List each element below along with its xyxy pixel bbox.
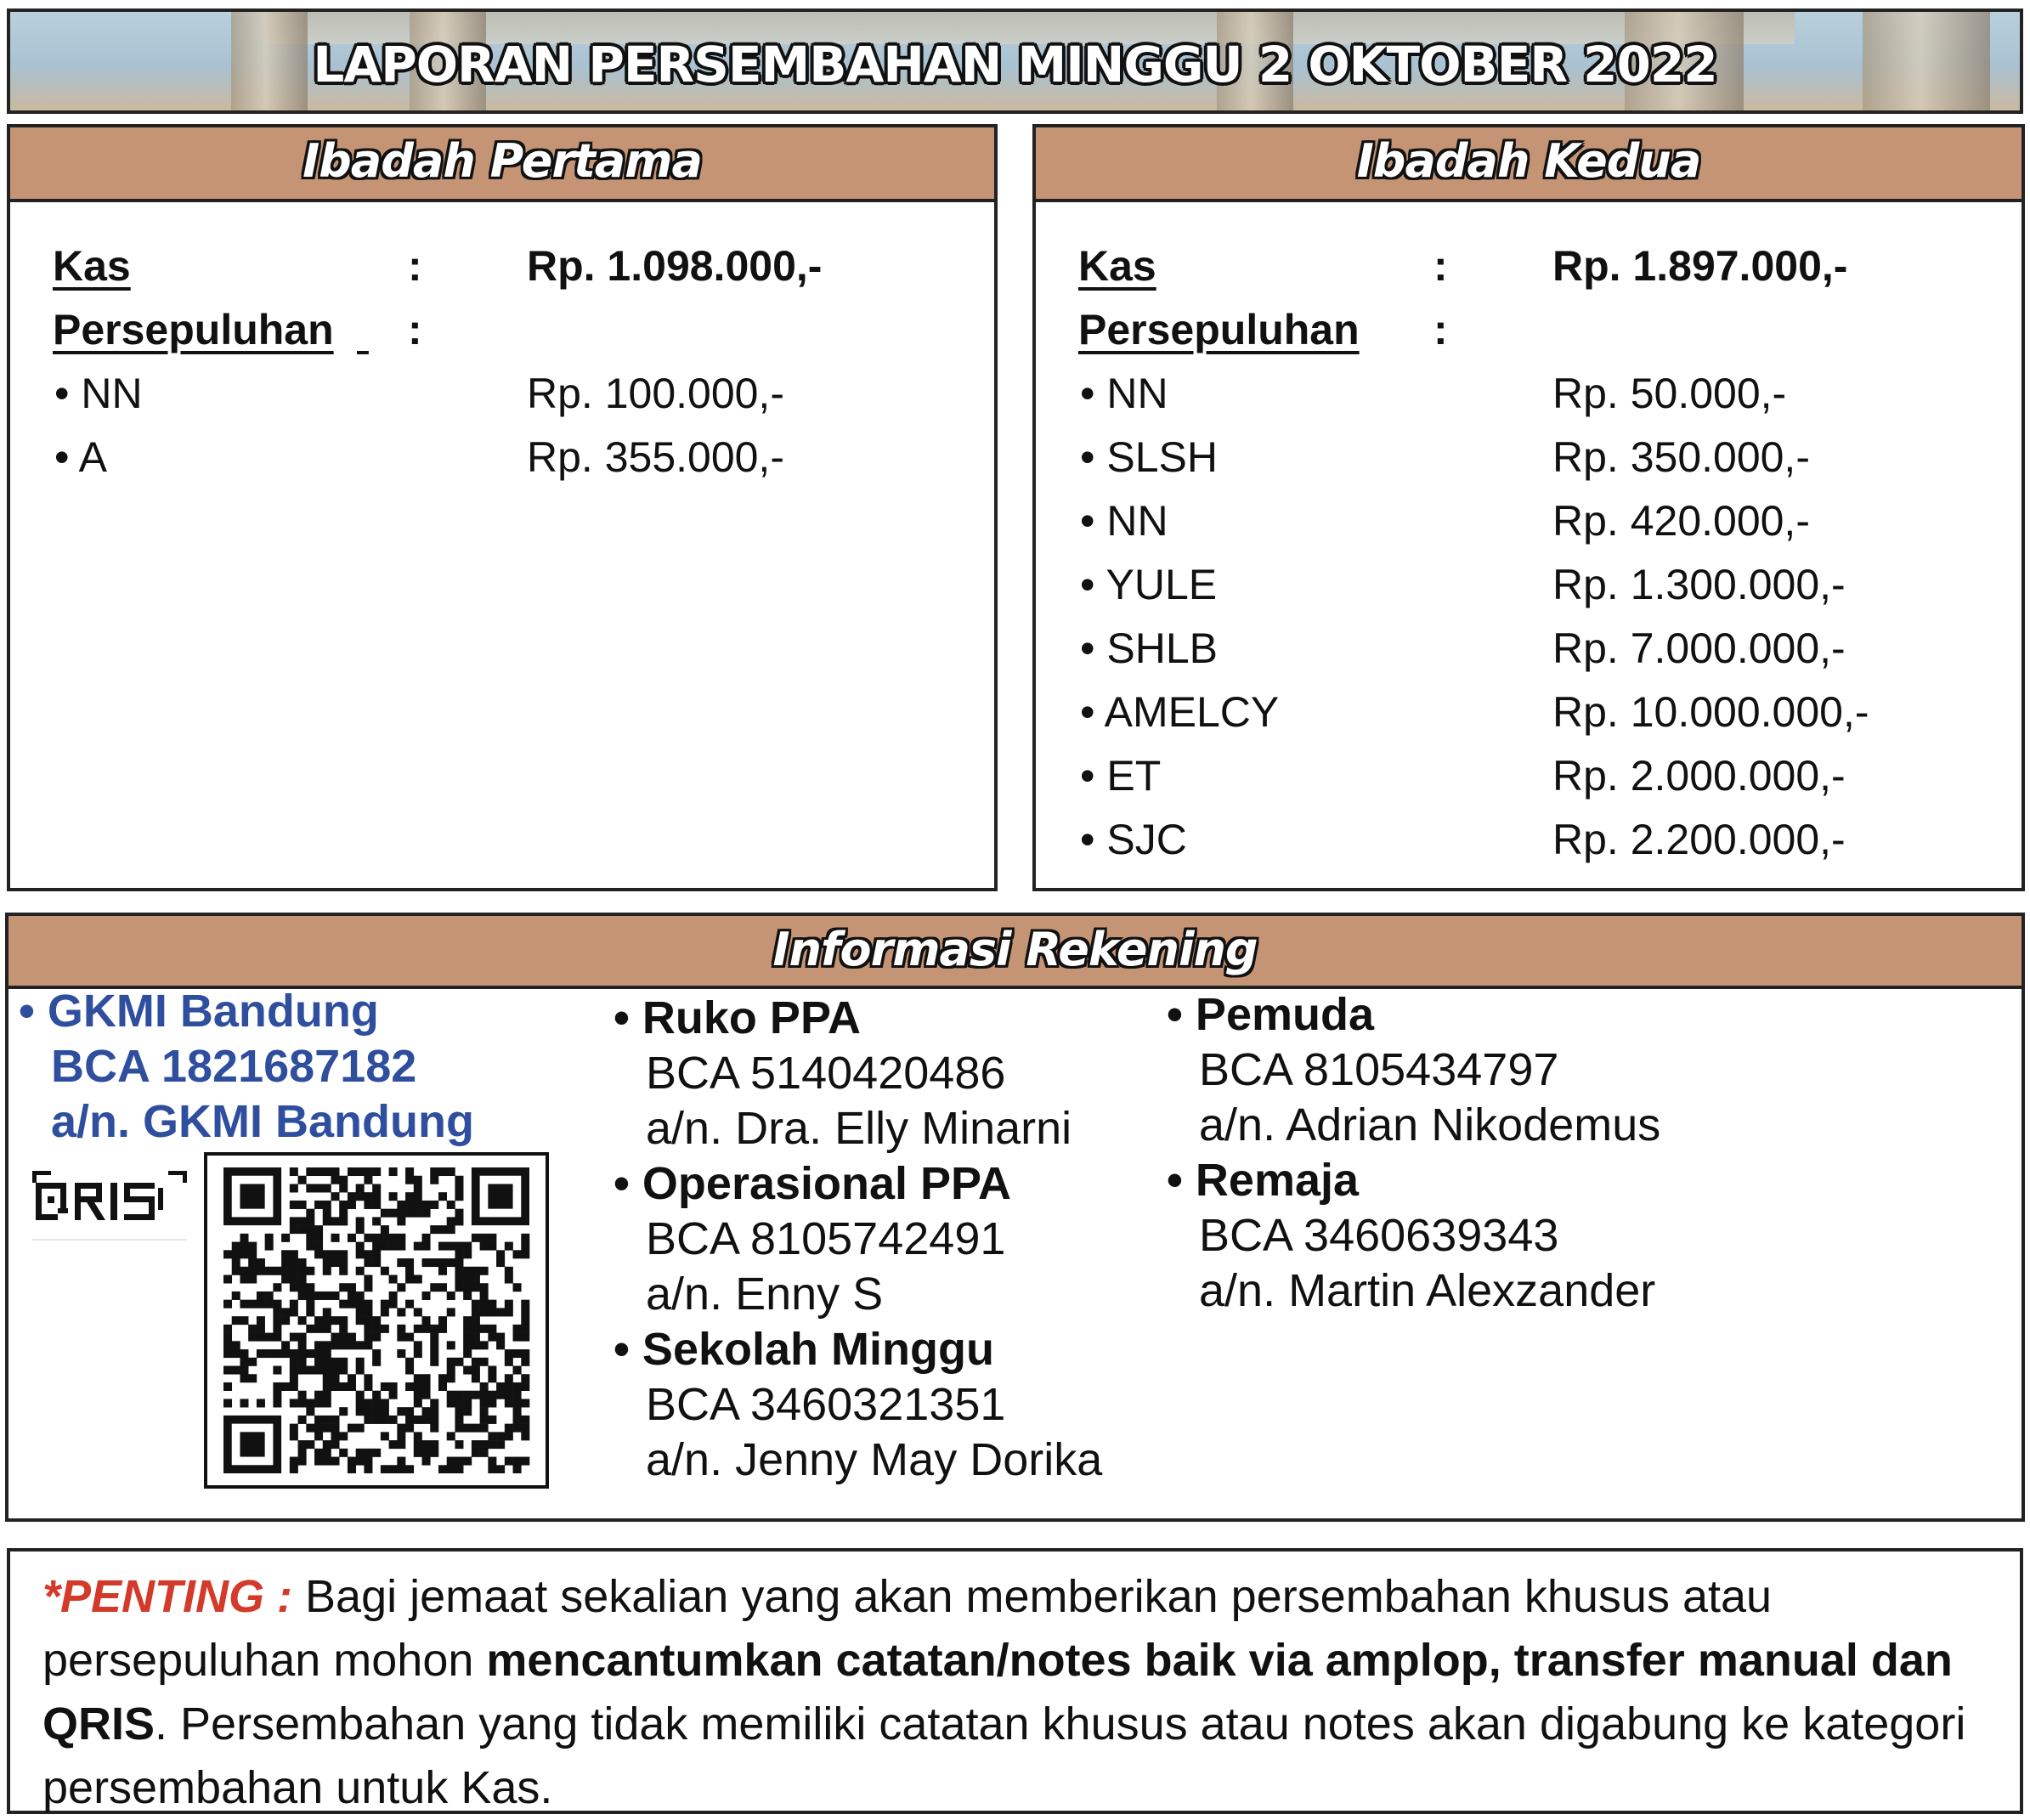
tithe-row	[1036, 808, 2022, 872]
tithe-name: • YULE	[1080, 561, 1218, 608]
tithe-amount: Rp. 10.000.000,-	[1552, 688, 1869, 736]
tithe-name: • NN	[1080, 370, 1168, 417]
kas-label: Kas	[53, 242, 131, 290]
account-number: BCA 3460639343	[1199, 1210, 1559, 1261]
tithe-row	[1036, 744, 2022, 808]
tithe-amount: Rp. 350.000,-	[1552, 433, 1810, 481]
kas-colon: :	[1433, 242, 1448, 290]
notice-label: *PENTING :	[42, 1571, 293, 1622]
tithe-amount: Rp. 50.000,-	[1552, 370, 1787, 417]
tithe-amount: Rp. 2.000.000,-	[1552, 752, 1846, 800]
account-name: Sekolah Minggu	[642, 1324, 994, 1375]
tithe-name: • NN	[54, 370, 143, 417]
tithe-name: • SHLB	[1080, 625, 1219, 672]
tithe-amount: Rp. 100.000,-	[527, 370, 784, 417]
tithe-label: Persepuluhan	[1078, 306, 1360, 353]
tithe-row	[1036, 617, 2022, 681]
account-holder: a/n. Martin Alexzander	[1199, 1265, 1656, 1316]
service-first-header	[10, 127, 994, 202]
account-name: Pemuda	[1195, 989, 1374, 1040]
account-name: Remaja	[1195, 1155, 1360, 1206]
account-holder: a/n. Jenny May Dorika	[646, 1434, 1103, 1485]
account-info-title: Informasi Rekening	[772, 923, 1258, 976]
tithe-name: • SJC	[1080, 816, 1187, 863]
service-second-header	[1036, 127, 2022, 202]
tithe-colon: :	[408, 306, 422, 353]
notice-text-end: . Persembahan yang tidak memiliki catatan khusus atau notes akan digabung ke kategori persembahan untuk Kas.	[42, 1698, 1966, 1813]
account-item: • Sekolah Minggu	[614, 1324, 994, 1375]
kas-label: Kas	[1078, 242, 1156, 290]
kas-amount: Rp. 1.098.000,-	[527, 242, 823, 290]
tithe-heading-row	[10, 298, 994, 362]
title-banner	[7, 8, 2023, 114]
account-info-header	[8, 916, 2022, 989]
account-number: BCA 8105742491	[646, 1213, 1006, 1264]
tithe-colon: :	[1433, 306, 1448, 353]
account-holder: a/n. Dra. Elly Minarni	[646, 1103, 1072, 1154]
tithe-amount: Rp. 2.200.000,-	[1552, 816, 1846, 863]
main-account-holder: a/n. GKMI Bandung	[51, 1096, 474, 1147]
service-second-title: Ibadah Kedua	[1356, 134, 1701, 188]
account-number: BCA 8105434797	[1199, 1044, 1559, 1095]
tithe-name: • A	[54, 433, 107, 481]
tithe-amount: Rp. 420.000,-	[1552, 497, 1810, 545]
tithe-row	[1036, 681, 2022, 744]
kas-row	[1036, 235, 2022, 298]
tithe-row	[10, 362, 994, 426]
tithe-amount: Rp. 7.000.000,-	[1552, 625, 1846, 672]
main-account-name: • GKMI Bandung	[19, 986, 379, 1037]
account-holder: a/n. Adrian Nikodemus	[1199, 1099, 1661, 1150]
service-first-panel	[7, 124, 998, 891]
kas-colon: :	[408, 242, 422, 290]
qris-logo	[32, 1171, 187, 1244]
account-number: BCA 3460321351	[646, 1379, 1006, 1430]
account-item: • Ruko PPA	[614, 992, 861, 1043]
qr-code[interactable]	[204, 1152, 549, 1489]
account-holder: a/n. Enny S	[646, 1269, 884, 1320]
tithe-heading-row	[1036, 298, 2022, 362]
qr-code-icon	[219, 1167, 534, 1473]
tithe-name: • AMELCY	[1080, 688, 1280, 736]
tithe-name: • SLSH	[1080, 433, 1219, 481]
account-number: BCA 5140420486	[646, 1048, 1006, 1099]
account-name: Operasional PPA	[642, 1158, 1012, 1209]
main-account-number: BCA 1821687182	[51, 1041, 417, 1092]
account-item: • Operasional PPA	[614, 1158, 1012, 1209]
notice-emphasis: mencantumkan catatan/notes baik via amplop, transfer manual dan QRIS	[42, 1635, 1953, 1749]
tithe-label: Persepuluhan	[53, 306, 334, 353]
tithe-amount: Rp. 1.300.000,-	[1552, 561, 1846, 608]
kas-row	[10, 235, 994, 298]
tithe-row	[1036, 362, 2022, 426]
tithe-name: • NN	[1080, 497, 1168, 545]
account-item: • Remaja	[1167, 1155, 1360, 1206]
tithe-amount: Rp. 355.000,-	[527, 433, 784, 481]
account-item: • Pemuda	[1167, 989, 1374, 1040]
tithe-row	[1036, 426, 2022, 489]
service-first-title: Ibadah Pertama	[303, 134, 702, 188]
account-name: Ruko PPA	[642, 992, 861, 1043]
tithe-row	[1036, 553, 2022, 617]
notice-text: Bagi jemaat sekalian yang akan memberikan persembahan khusus atau persepuluhan mohon	[42, 1571, 1773, 1686]
tithe-name: • ET	[1080, 752, 1162, 800]
notice-panel	[7, 1548, 2023, 1814]
tithe-row	[10, 426, 994, 489]
report-title: LAPORAN PERSEMBAHAN MINGGU 2 OKTOBER 2022	[313, 36, 1717, 93]
service-second-panel	[1032, 124, 2025, 891]
tithe-row	[1036, 489, 2022, 553]
kas-amount: Rp. 1.897.000,-	[1552, 242, 1848, 290]
